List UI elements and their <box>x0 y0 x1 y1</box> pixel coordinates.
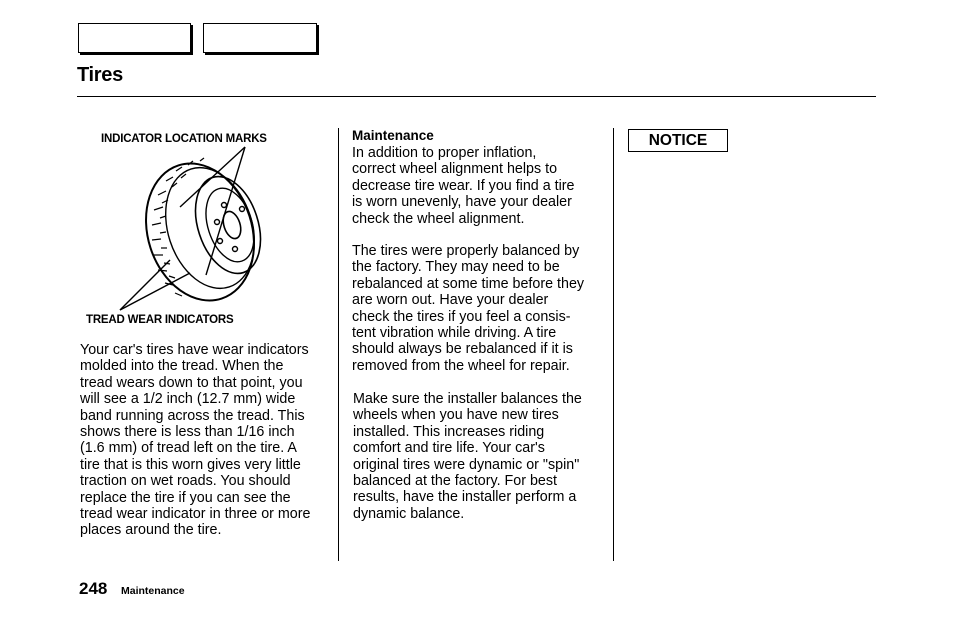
page-title: Tires <box>77 64 123 86</box>
maintenance-heading: Maintenance <box>352 128 434 143</box>
nav-button-2[interactable] <box>203 23 317 53</box>
tire-illustration <box>80 125 330 340</box>
wear-indicators-paragraph: Your car's tires have wear indicators molded into the tread. When the tread wears down to that point, you will see a 1/2 inch (12.7 mm) wide band running across the tread. This shows there is less than 1/16 inch (1.6 mm) of tread left on the tire. A tire that is this worn gives very little traction on wet roads. You should replace the tire if you can see the tread wear indicator in three or more places around the tire. <box>80 342 311 539</box>
column-divider-1 <box>338 128 339 561</box>
indicator-location-marks-label: INDICATOR LOCATION MARKS <box>101 133 267 145</box>
balancing-paragraph: The tires were properly balanced by the factory. They may need to be rebalanced at some time before they are worn out. Have your dealer check the tires if you feel a consis- tent vibration while driving. A tire should always be rebalanced if it is removed from the wheel for repair. <box>352 243 585 374</box>
tread-wear-indicators-label: TREAD WEAR INDICATORS <box>86 314 234 326</box>
column-divider-2 <box>613 128 614 561</box>
page-number: 248 <box>79 579 108 598</box>
nav-button-1[interactable] <box>78 23 191 53</box>
alignment-paragraph: In addition to proper inflation, correct wheel alignment helps to decrease tire wear. If you find a tire is worn unevenly, have your dealer check the wheel alignment. <box>352 145 575 227</box>
title-divider <box>77 96 876 97</box>
notice-box: NOTICE <box>628 129 728 152</box>
installer-paragraph: Make sure the installer balances the wheels when you have new tires installed. This increases riding comfort and tire life. Your car's original tires were dynamic or "spin" balanced at the factory. For best results, have the installer perform a dynamic balance. <box>353 391 582 522</box>
footer-section-name: Maintenance <box>121 585 185 597</box>
